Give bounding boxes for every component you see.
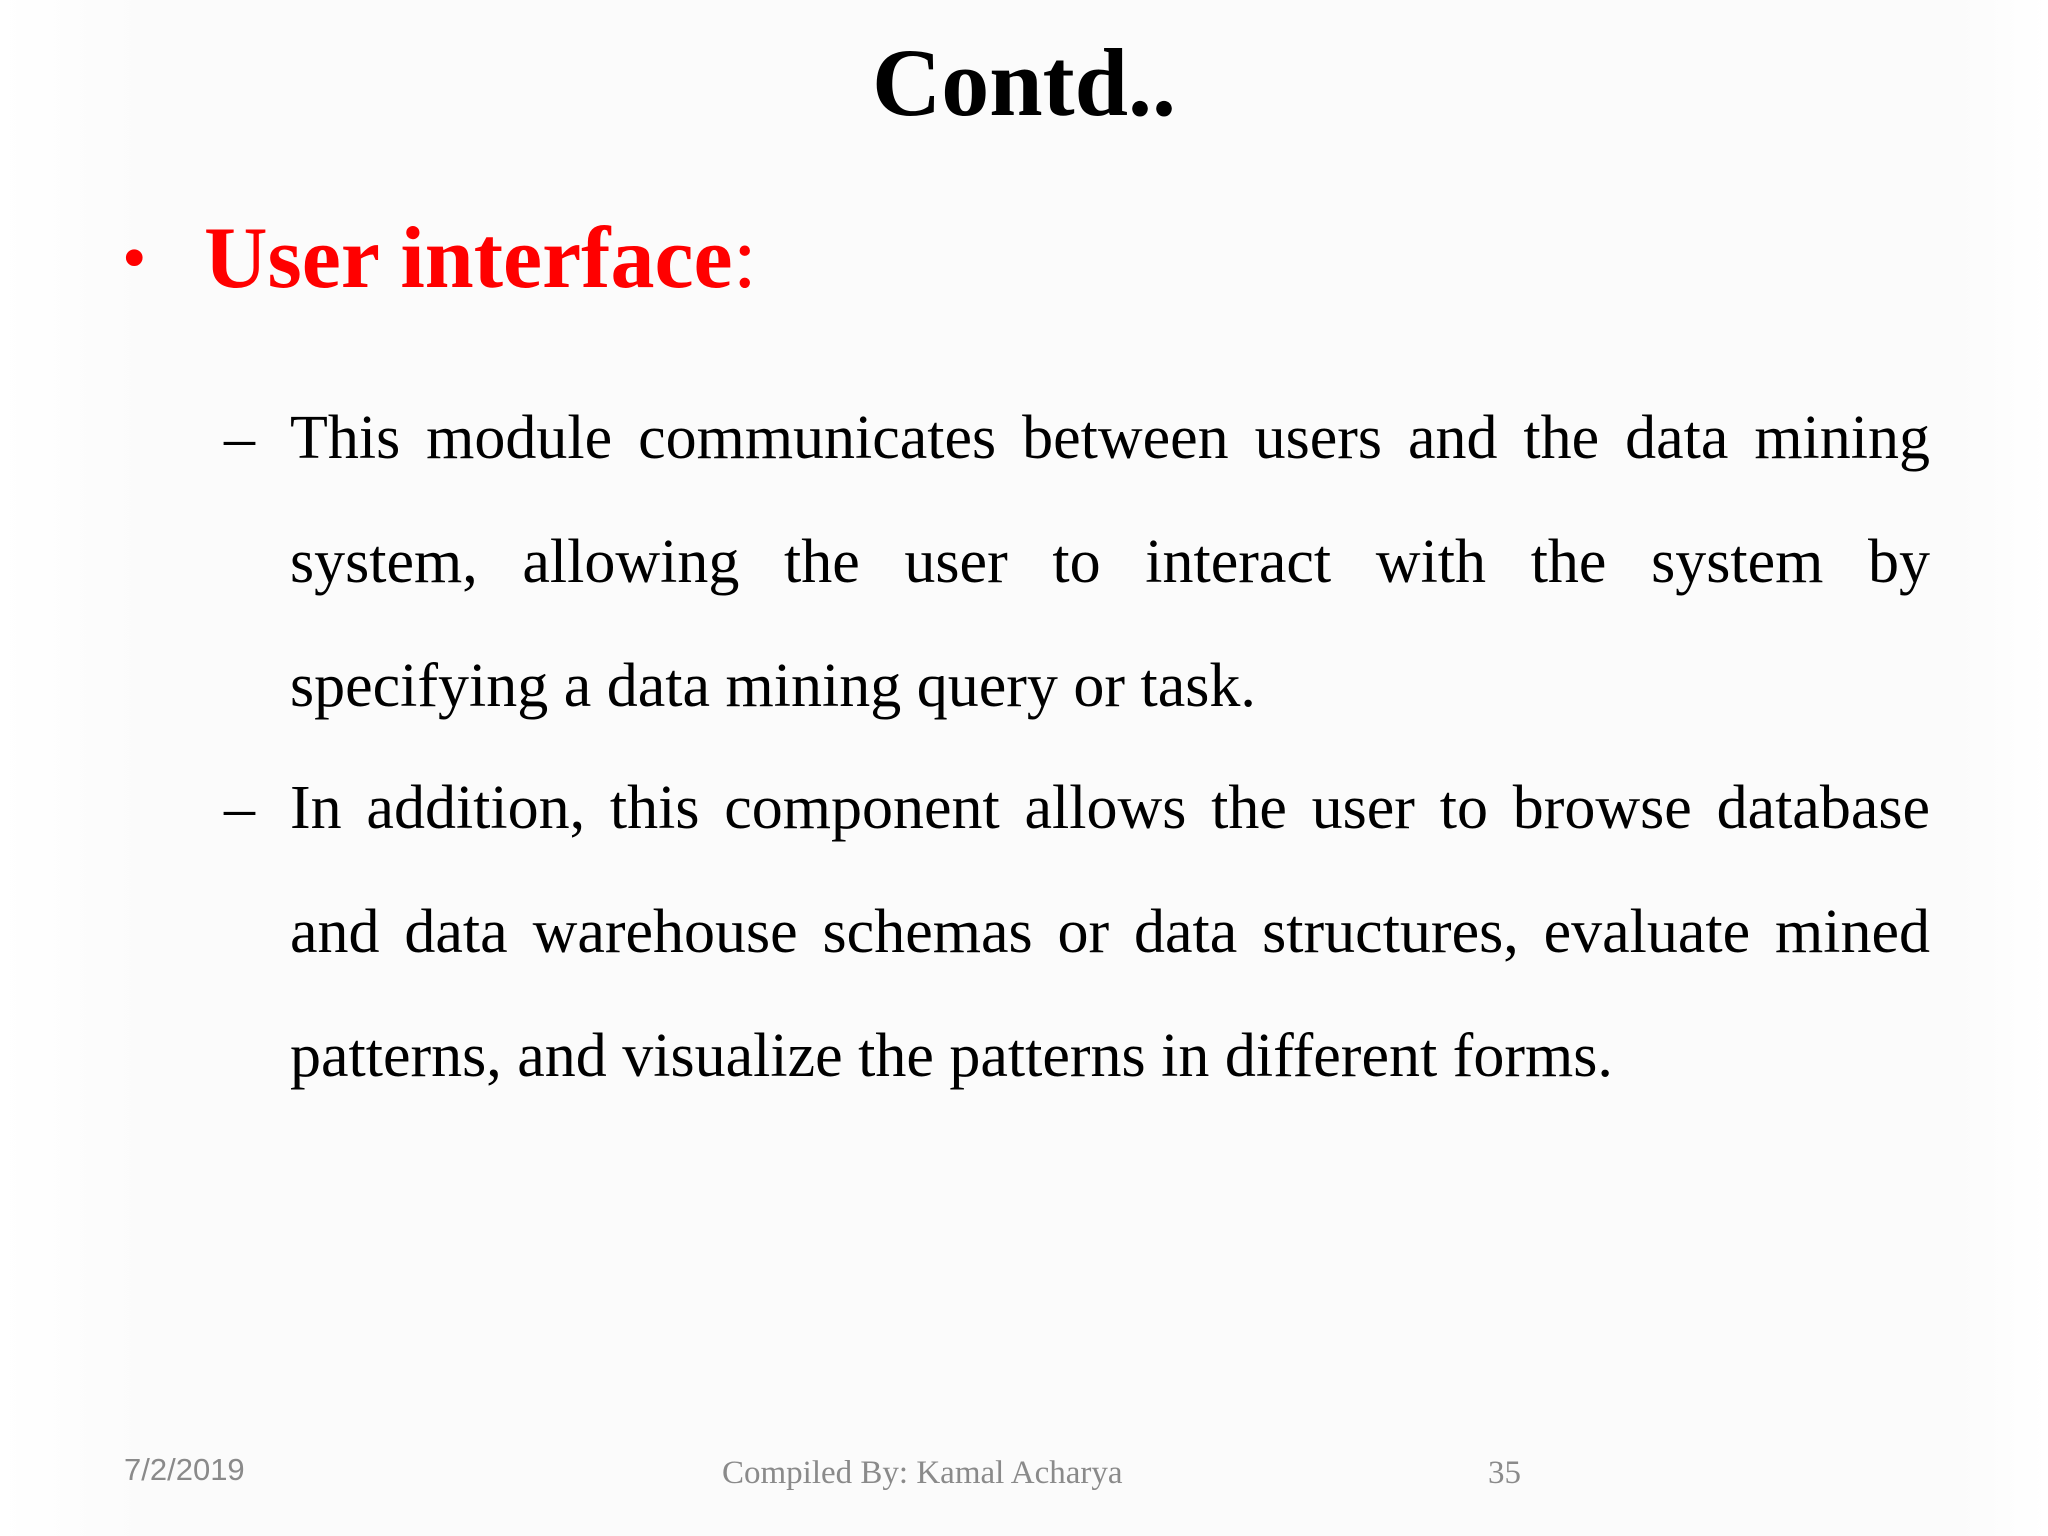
sub-point-1 (224, 376, 1930, 748)
sub-point-text: This module communicates between users and the data mining system, allowing the user to interact with the system by specifying a data mining query or task. (290, 404, 1930, 720)
bullet-heading: User interface (204, 210, 733, 307)
footer-page-number: 35 (1488, 1455, 1521, 1491)
bullet-colon: : (732, 210, 758, 307)
bullet-user-interface (122, 208, 757, 318)
sub-point-2 (224, 746, 1930, 1118)
sub-point-text: In addition, this component allows the user to browse database and data warehouse schemas or data structures, evaluate mined patterns, and visualize the patterns in different forms. (290, 774, 1930, 1090)
footer-author: Compiled By: Kamal Acharya (722, 1455, 1123, 1491)
footer-date: 7/2/2019 (124, 1452, 245, 1487)
sub-point-dash: – (224, 774, 255, 842)
sub-point-dash: – (224, 404, 255, 472)
slide-title: Contd.. (871, 29, 1177, 136)
bullet-marker: • (122, 220, 147, 297)
